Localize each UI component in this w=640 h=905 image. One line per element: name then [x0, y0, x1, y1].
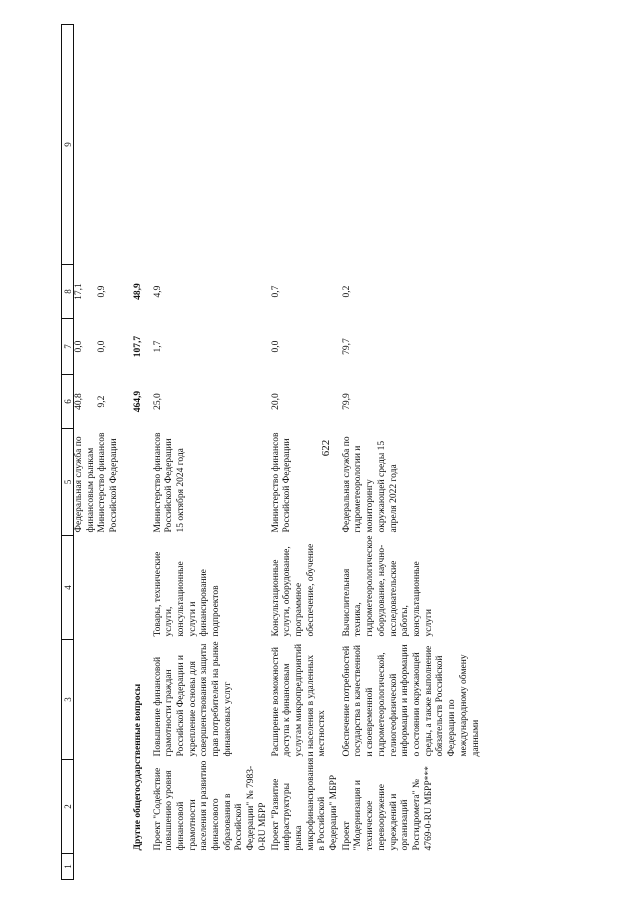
project-subject: Товары, технические услуги, консультационные услуги и финансирование подпроектов: [152, 551, 222, 637]
project-goal: Обеспечение потребностей государства в качественной и своевременной гидрометеорологической, гелиогеофизической информации и информации о состоянии окружающей среды, а также выполнение обязательств Российской Федерации по международному обмену данными: [341, 644, 481, 757]
project-value-col8: 0,2: [341, 285, 352, 298]
project-value-col6: 20,0: [270, 393, 281, 410]
value-col7: 0,0: [97, 340, 108, 353]
col-header-9: 9: [62, 25, 74, 265]
value-col8: 17,1: [74, 283, 84, 300]
project-value-col6: 25,0: [152, 393, 163, 410]
value-col8: 0,9: [97, 285, 108, 298]
value-col6: 9,2: [97, 395, 108, 408]
project-executor: Министерство финансов Российской Федерации 15 октября 2024 года: [152, 432, 186, 533]
table-row: [74, 25, 98, 880]
value-col7: 0,0: [74, 340, 84, 353]
page-number: 622: [320, 439, 332, 457]
project-row: [341, 25, 482, 880]
project-value-col7: 0,0: [270, 340, 281, 353]
project-row: [145, 25, 270, 880]
value-col6: 40,8: [74, 393, 84, 410]
col-header-5: 5: [62, 429, 74, 536]
section-row: [121, 25, 145, 880]
col-header-1: 1: [62, 854, 74, 880]
project-value-col6: 79,9: [341, 393, 352, 410]
project-name: Проект "Модернизация и техническое перевооружение учреждений и организаций Росгидромета" № 4769-0-RU МБРР***: [341, 766, 434, 851]
column-number-row: [62, 25, 74, 880]
section-total-col8: 48,9: [132, 283, 143, 300]
col-header-8: 8: [62, 265, 74, 319]
project-executor: Федеральная служба по гидрометеорологии и мониторингу окружающей среды 15 апреля 2022 года: [341, 436, 399, 533]
col-header-6: 6: [62, 375, 74, 429]
project-value-col7: 1,7: [152, 340, 163, 353]
budget-table: [61, 24, 482, 880]
executor-cell: Федеральная служба по финансовым рынкам: [74, 436, 96, 533]
project-executor: Министерство финансов Российской Федерации: [270, 432, 293, 533]
section-total-col6: 464,9: [132, 390, 143, 413]
project-value-col8: 4,9: [152, 285, 163, 298]
project-goal: Повышение финансовой грамотности граждан Российской Федерации и укрепление основы для совершенствования защиты прав потребителей на рынке финансовых услуг: [152, 641, 233, 757]
col-header-7: 7: [62, 319, 74, 375]
project-value-col7: 79,7: [341, 338, 352, 355]
col-header-3: 3: [62, 640, 74, 760]
rotated-table-page: [61, 25, 599, 880]
section-title: Другие общегосударственные вопросы: [132, 683, 143, 851]
section-total-col7: 107,7: [132, 335, 143, 358]
project-value-col8: 0,7: [270, 285, 281, 298]
project-name: Проект "Развитие инфраструктуры рынка микрофинансирования в Российской Федерации" МБРР: [270, 757, 340, 851]
table-row: [97, 25, 120, 880]
col-header-2: 2: [62, 760, 74, 854]
project-name: Проект "Содействие повышению уровня финансовой грамотности населения и развитию финансового образования в Российской Федерации" № 7983-0-RU МБРР: [152, 760, 268, 851]
project-subject: Вычислительная техника, гидрометеорологическое оборудование, научно-исследовательские работы, консультационные услуги: [341, 535, 434, 637]
executor-cell: Министерство финансов Российской Федерации: [97, 432, 120, 533]
project-subject: Консультационные услуги, оборудование, программное обеспечение, обучение: [270, 543, 316, 637]
col-header-4: 4: [62, 536, 74, 640]
project-goal: Расширение возможностей доступа к финансовым услугам микропредприятий и населения в удаленных местностях: [270, 643, 328, 757]
project-row: [270, 25, 341, 880]
